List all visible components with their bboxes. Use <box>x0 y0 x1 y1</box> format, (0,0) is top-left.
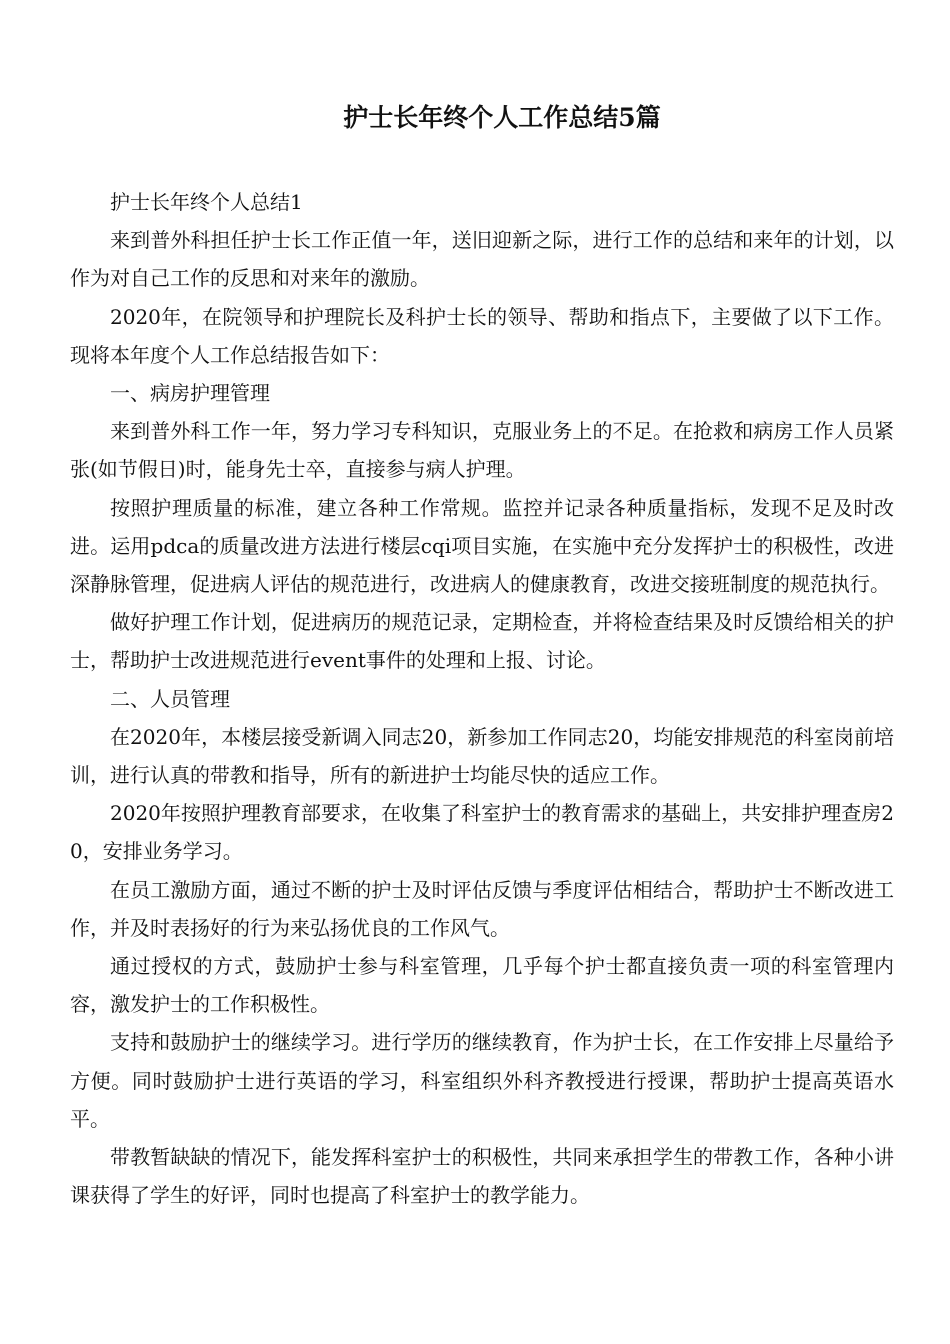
paragraph-ward-2: 按照护理质量的标准，建立各种工作常规。监控并记录各种质量指标，发现不足及时改进。运用pdca的质量改进方法进行楼层cqi项目实施，在实施中充分发挥护士的积极性，改进深静脉管理，促进病人评估的规范进行，改进病人的健康教育，改进交接班制度的规范执行。 <box>70 495 894 597</box>
paragraph-ward-3: 做好护理工作计划，促进病历的规范记录，定期检查，并将检查结果及时反馈给相关的护士，帮助护士改进规范进行event事件的处理和上报、讨论。 <box>70 610 894 673</box>
document-body <box>70 183 894 1214</box>
section-heading-staff-management: 二、人员管理 <box>110 686 230 711</box>
paragraph-staff-1: 在2020年，本楼层接受新调入同志20，新参加工作同志20，均能安排规范的科室岗前培训，进行认真的带教和指导，所有的新进护士均能尽快的适应工作。 <box>70 724 894 788</box>
paragraph-staff-3: 在员工激励方面，通过不断的护士及时评估反馈与季度评估相结合，帮助护士不断改进工作，并及时表扬好的行为来弘扬优良的工作风气。 <box>70 877 894 940</box>
paragraph-staff-6: 带教暂缺缺的情况下，能发挥科室护士的积极性，共同来承担学生的带教工作，各种小讲课获得了学生的好评，同时也提高了科室护士的教学能力。 <box>70 1145 894 1208</box>
paragraph-ward-1: 来到普外科工作一年，努力学习专科知识，克服业务上的不足。在抢救和病房工作人员紧张(如节假日)时，能身先士卒，直接参与病人护理。 <box>70 419 894 482</box>
paragraph-year-overview: 2020年，在院领导和护理院长及科护士长的领导、帮助和指点下，主要做了以下工作。现将本年度个人工作总结报告如下： <box>70 304 894 367</box>
paragraph-staff-5: 支持和鼓励护士的继续学习。进行学历的继续教育，作为护士长，在工作安排上尽量给予方便。同时鼓励护士进行英语的学习，科室组织外科齐教授进行授课，帮助护士提高英语水平。 <box>70 1030 894 1131</box>
section-heading-ward-management: 一、病房护理管理 <box>110 381 270 406</box>
paragraph-summary-heading: 护士长年终个人总结1 <box>110 190 303 214</box>
paragraph-staff-4: 通过授权的方式，鼓励护士参与科室管理，几乎每个护士都直接负责一项的科室管理内容，激发护士的工作积极性。 <box>70 954 894 1017</box>
paragraph-staff-2: 2020年按照护理教育部要求，在收集了科室护士的教育需求的基础上，共安排护理查房20，安排业务学习。 <box>70 801 894 864</box>
document-title: 护士长年终个人工作总结5篇 <box>343 103 661 132</box>
paragraph-intro: 来到普外科担任护士长工作正值一年，送旧迎新之际，进行工作的总结和来年的计划，以作为对自己工作的反思和对来年的激励。 <box>70 228 894 291</box>
